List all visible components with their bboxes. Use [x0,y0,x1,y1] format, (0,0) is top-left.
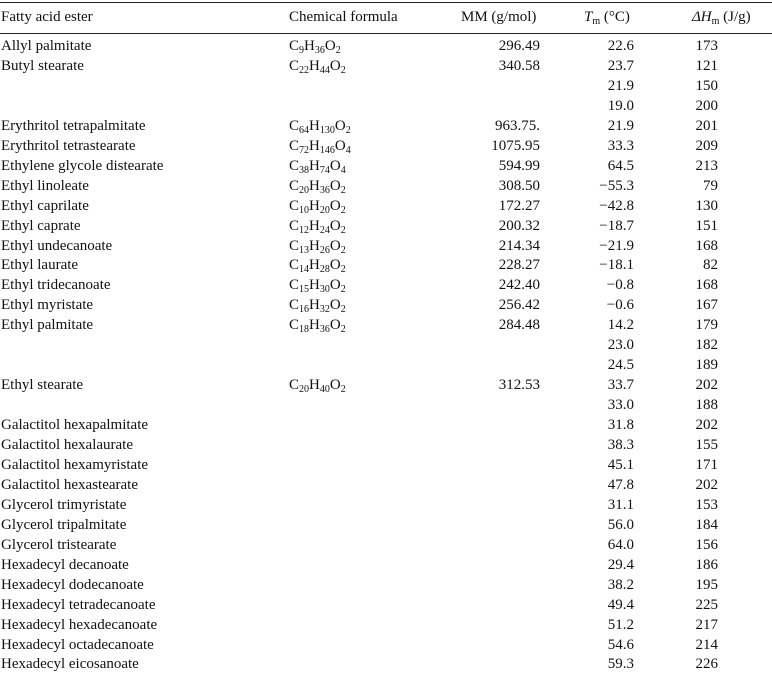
cell-molar-mass: 296.49 [498,38,540,54]
table-row [0,176,772,196]
cell-ester-name: Hexadecyl decanoate [1,556,129,573]
cell-ester-name: Butyl stearate [1,57,84,74]
dh-unit: (J/g) [719,9,751,25]
cell-chemical-formula: $C_{20}H_{36}O_2$ [289,177,346,196]
cell-chemical-formula: $C_{72}H_{146}O_4$ [289,137,351,156]
cell-molar-mass: 963.75. [495,117,540,134]
header-molar-mass: MM (g/mol) [461,9,537,25]
cell-melting-temperature: 54.6 [607,636,634,653]
table-row [0,56,772,76]
cell-melting-temperature: 23.0 [607,337,634,354]
header-chemical-formula: Chemical formula [289,9,398,25]
cell-melting-temperature: 33.7 [607,377,634,394]
cell-melting-enthalpy: 171 [695,456,718,473]
cell-melting-enthalpy: 153 [695,496,718,513]
table-header-row [0,7,772,27]
cell-molar-mass: 1075.95 [491,137,540,154]
cell-molar-mass: 340.58 [498,57,540,74]
cell-molar-mass: 308.50 [498,177,540,194]
table-row [0,236,772,256]
cell-melting-temperature: −0.6 [606,297,634,314]
cell-melting-temperature: −55.3 [599,177,634,194]
cell-melting-temperature: −18.7 [599,217,634,234]
table-header-rule [0,33,772,34]
cell-melting-temperature: 24.5 [607,357,634,374]
cell-ester-name: Ethyl palmitate [1,317,94,334]
cell-ester-name: Ethylene glycole distearate [1,157,164,174]
cell-melting-temperature: 45.1 [607,456,634,473]
cell-molar-mass: 172.27 [498,197,540,214]
table-row [0,654,772,674]
cell-melting-temperature: 33.3 [607,137,634,154]
cell-melting-temperature: 64.5 [607,157,634,174]
table-row [0,36,772,56]
table-row [0,355,772,375]
cell-melting-enthalpy: 188 [695,397,718,414]
table-row [0,375,772,395]
cell-melting-temperature: 38.3 [607,437,634,453]
cell-melting-enthalpy: 209 [695,137,718,154]
cell-melting-temperature: −21.9 [599,237,634,254]
cell-melting-enthalpy: 182 [695,337,718,354]
table-row [0,196,772,216]
cell-chemical-formula: $C_{38}H_{74}O_4$ [289,157,346,176]
cell-melting-temperature: −18.1 [599,257,634,274]
table-top-rule [0,2,772,3]
cell-melting-enthalpy: 225 [695,596,718,613]
cell-melting-enthalpy: 168 [695,237,718,254]
cell-chemical-formula: $C_{16}H_{32}O_2$ [289,297,346,316]
cell-melting-enthalpy: 202 [695,476,718,493]
table-row [0,315,772,335]
cell-melting-temperature: 49.4 [607,596,634,613]
header-melting-temperature [584,7,630,27]
cell-ester-name: Galactitol hexamyristate [1,456,149,473]
cell-chemical-formula: $C_{13}H_{26}O_2$ [289,237,346,256]
table-row [0,275,772,295]
cell-molar-mass: 284.48 [498,317,540,334]
cell-molar-mass: 228.27 [498,257,540,274]
cell-ester-name: Ethyl linoleate [1,177,89,194]
table-row [0,615,772,635]
table-row [0,535,772,555]
cell-melting-enthalpy: 214 [695,636,718,653]
cell-melting-enthalpy: 82 [703,257,718,274]
cell-ester-name: Galactitol hexapalmitate [1,417,149,434]
cell-molar-mass: 200.32 [498,217,540,234]
table-row [0,335,772,355]
cell-melting-temperature: 19.0 [607,97,634,114]
cell-melting-temperature: 14.2 [607,317,634,334]
cell-melting-enthalpy: 202 [695,417,718,434]
dh-symbol: ΔH [692,9,712,25]
cell-chemical-formula: $C_{10}H_{20}O_2$ [289,197,346,216]
cell-melting-temperature: 22.6 [607,38,634,54]
cell-melting-temperature: 56.0 [607,516,634,533]
table-row [0,495,772,515]
tm-unit: (°C) [600,9,630,25]
cell-melting-enthalpy: 226 [695,656,718,673]
cell-ester-name: Hexadecyl hexadecanoate [1,616,158,633]
table-row [0,475,772,495]
cell-melting-enthalpy: 201 [695,117,718,134]
cell-melting-enthalpy: 200 [695,97,718,114]
cell-melting-temperature: 64.0 [607,536,634,553]
cell-melting-temperature: 38.2 [607,576,634,593]
cell-ester-name: Galactitol hexalaurate [1,437,134,453]
cell-melting-temperature: 21.9 [607,77,634,94]
cell-melting-temperature: −42.8 [599,197,634,214]
cell-melting-temperature: 21.9 [607,117,634,134]
cell-ester-name: Ethyl stearate [1,377,84,394]
table-row [0,295,772,315]
table-row [0,595,772,615]
cell-melting-enthalpy: 121 [695,57,718,74]
table-row [0,635,772,655]
cell-ester-name: Ethyl caprate [1,217,81,234]
cell-melting-enthalpy: 156 [695,536,718,553]
table-row [0,415,772,435]
cell-melting-enthalpy: 167 [695,297,718,314]
tm-subscript: m [592,16,601,27]
cell-ester-name: Galactitol hexastearate [1,476,139,493]
cell-chemical-formula: $C_{18}H_{36}O_2$ [289,317,346,336]
cell-molar-mass: 594.99 [498,157,540,174]
cell-melting-enthalpy: 79 [703,177,718,194]
dh-subscript: m [711,16,720,27]
table-row [0,116,772,136]
cell-melting-enthalpy: 155 [695,437,718,453]
cell-ester-name: Erythritol tetrastearate [1,137,136,154]
cell-chemical-formula: $C_9H_{36}O_2$ [289,38,341,56]
table-row [0,575,772,595]
cell-ester-name: Ethyl tridecanoate [1,277,111,294]
cell-ester-name: Ethyl myristate [1,297,94,314]
cell-ester-name: Glycerol tripalmitate [1,516,127,533]
cell-melting-enthalpy: 186 [695,556,718,573]
table-row [0,96,772,116]
cell-molar-mass: 214.34 [498,237,540,254]
cell-melting-enthalpy: 130 [695,197,718,214]
cell-melting-temperature: 23.7 [607,57,634,74]
cell-melting-enthalpy: 179 [695,317,718,334]
table-row [0,515,772,535]
cell-ester-name: Hexadecyl dodecanoate [1,576,144,593]
cell-melting-enthalpy: 217 [695,616,718,633]
table-row [0,255,772,275]
cell-melting-enthalpy: 189 [695,357,718,374]
cell-ester-name: Hexadecyl tetradecanoate [1,596,156,613]
cell-ester-name: Ethyl undecanoate [1,237,113,254]
cell-chemical-formula: $C_{20}H_{40}O_2$ [289,377,346,396]
cell-melting-enthalpy: 195 [695,576,718,593]
cell-chemical-formula: $C_{15}H_{30}O_2$ [289,277,346,296]
cell-melting-temperature: 29.4 [607,556,634,573]
cell-melting-temperature: 47.8 [607,476,634,493]
table-row [0,76,772,96]
table-row [0,455,772,475]
cell-melting-temperature: 59.3 [607,656,634,673]
table-row [0,216,772,236]
cell-ester-name: Glycerol trimyristate [1,496,127,513]
cell-melting-enthalpy: 173 [695,38,718,54]
cell-chemical-formula: $C_{12}H_{24}O_2$ [289,217,346,236]
table-row [0,136,772,156]
cell-ester-name: Allyl palmitate [1,38,92,54]
cell-chemical-formula: $C_{14}H_{28}O_2$ [289,257,346,276]
cell-molar-mass: 312.53 [498,377,540,394]
tm-symbol: T [584,9,593,25]
table-row [0,395,772,415]
cell-melting-temperature: 31.8 [607,417,634,434]
cell-ester-name: Ethyl laurate [1,257,79,274]
cell-molar-mass: 242.40 [498,277,540,294]
cell-melting-enthalpy: 168 [695,277,718,294]
header-melting-enthalpy [692,7,751,27]
cell-ester-name: Hexadecyl eicosanoate [1,656,139,673]
table-row [0,555,772,575]
cell-melting-enthalpy: 151 [695,217,718,234]
cell-melting-enthalpy: 150 [695,77,718,94]
cell-melting-enthalpy: 184 [695,516,718,533]
cell-chemical-formula: $C_{22}H_{44}O_2$ [289,57,346,76]
cell-ester-name: Erythritol tetrapalmitate [1,117,146,134]
cell-ester-name: Glycerol tristearate [1,536,117,553]
cell-melting-enthalpy: 202 [695,377,718,394]
table-row [0,156,772,176]
cell-chemical-formula: $C_{64}H_{130}O_2$ [289,117,351,136]
cell-ester-name: Hexadecyl octadecanoate [1,636,154,653]
cell-melting-temperature: −0.8 [606,277,634,294]
table-row [0,435,772,455]
cell-melting-temperature: 31.1 [607,496,634,513]
cell-melting-enthalpy: 213 [695,157,718,174]
cell-melting-temperature: 33.0 [607,397,634,414]
header-fatty-acid-ester: Fatty acid ester [1,9,93,25]
cell-melting-temperature: 51.2 [607,616,634,633]
cell-ester-name: Ethyl caprilate [1,197,89,214]
cell-molar-mass: 256.42 [498,297,540,314]
